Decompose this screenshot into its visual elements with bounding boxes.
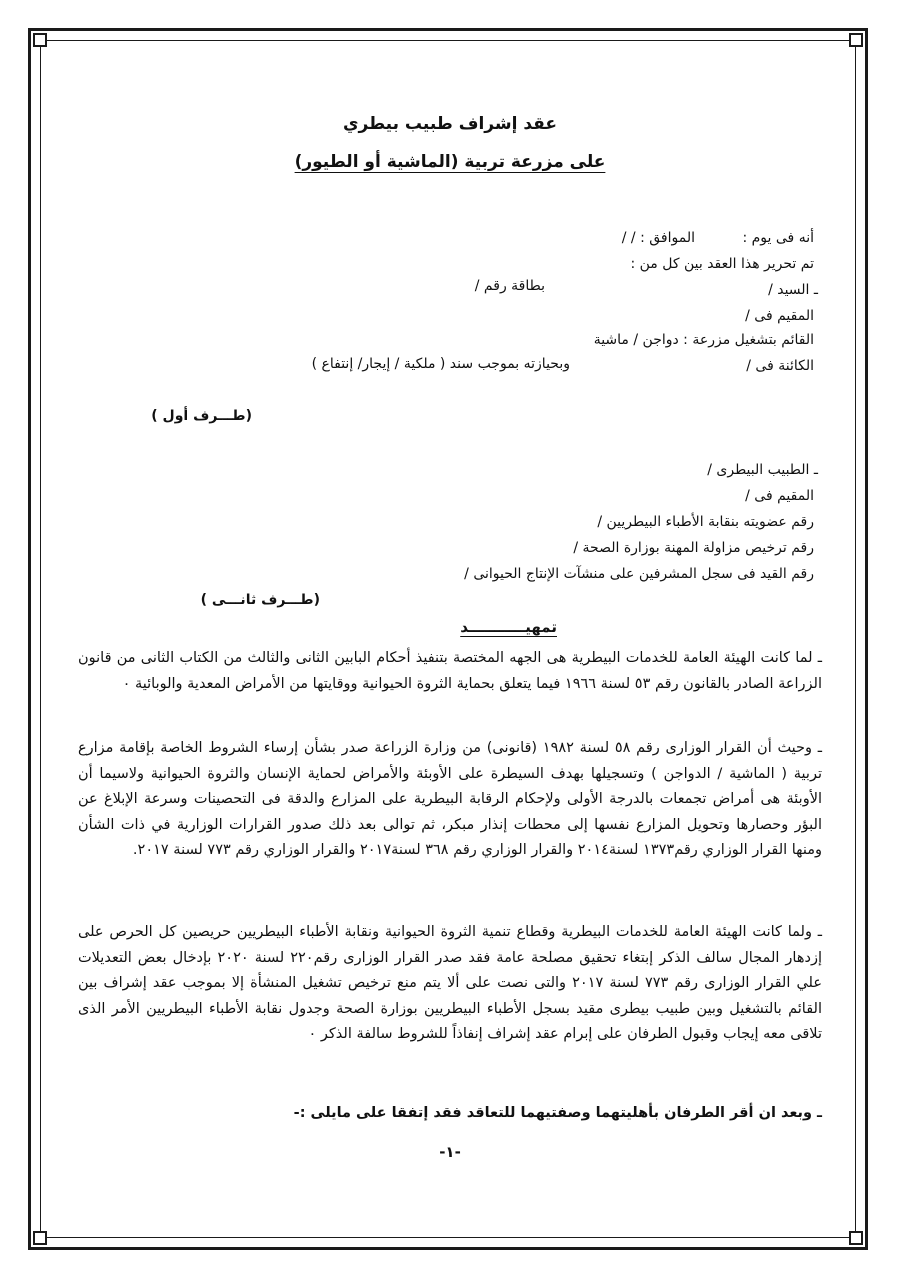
document-subtitle-text: على مزرعة تربية (الماشية أو الطيور) — [294, 152, 606, 172]
preamble-paragraph-3: ـ ولما كانت الهيئة العامة للخدمات البيطرية وقطاع تنمية الثروة الحيوانية ونقابة الأطباء البيطريين حريصين كل الحرص على إزدهار المجال سالف الذكر إبتغاء تحقيق مصلحة عامة فقد صدر القرار الوزارى رقم٢٢٠ لسنة ٢٠٢٠ بإدخال بعض التعديلات علي القرار الوزارى رقم ٧٧٣ لسنة ٢٠١٧ والتى نصت على ألا يتم منع ترخيص تشغيل المنشأة إلا بموجب عقد إشراف بين القائم بالتشغيل وبين طبيب بيطرى مقيد بسجل الأطباء البيطريين بوزارة الصحة وجدول نقابة الأطباء البيطريين الأمر الذى تلاقى معه إيجاب وقبول الطرفان على إبرام عقد إشراف إنفاذاً للشروط سالفة الذكر ٠ — [78, 924, 822, 1042]
party2-license-label: رقم ترخيص مزاولة المهنة بوزارة الصحة / — [573, 540, 814, 556]
party2-register-label: رقم القيد فى سجل المشرفين على منشآت الإنتاج الحيوانى / — [464, 566, 814, 582]
border-corner-ornament — [33, 33, 47, 47]
date-label: الموافق : / / — [621, 230, 695, 246]
preamble-paragraph-1: ـ لما كانت الهيئة العامة للخدمات البيطرية هى الجهه المختصة بتنفيذ أحكام البابين الثانى والثالث من الكتاب الثانى من قانون الزراعة الصادر بالقانون رقم ٥٣ لسنة ١٩٦٦ فيما يتعلق بحماية الثروة الحيوانية ووقايتها من الأمراض المعدية والوبائية ٠ — [78, 650, 822, 692]
border-corner-ornament — [849, 1231, 863, 1245]
party2-syndicate-label: رقم عضويته بنقابة الأطباء البيطريين / — [597, 514, 814, 530]
party2-tag: (طـــرف ثانـــى ) — [200, 592, 320, 608]
page-number: -١- — [439, 1143, 461, 1161]
day-label: أنه فى يوم : — [742, 230, 814, 246]
party2-resident-label: المقيم فى / — [745, 488, 814, 504]
party2-vet-label: ـ الطبيب البيطرى / — [707, 462, 818, 478]
contract-page — [60, 60, 840, 1230]
document-subtitle — [60, 152, 840, 172]
preamble-heading: تمهيـــــــــــد — [460, 618, 557, 636]
contract-intro: تم تحرير هذا العقد بين كل من : — [630, 256, 814, 272]
preamble-paragraph-2: ـ وحيث أن القرار الوزارى رقم ٥٨ لسنة ١٩٨٢ (قانونى) من وزارة الزراعة صدر بشأن إرساء الشروط الخاصة بإقامة مزارع تربية ( الماشية / الدواجن ) وتسجيلها بهدف السيطرة على الأوبئة والأمراض لحماية الإنسان والثروة الحيوانية ولاسيما أن الأوبئة هى أمراض تجمعات بالدرجة الأولى ولإحكام الرقابة البيطرية على المزارع والدقة فى التحصينات وسرعة الإبلاغ عن البؤر وحصارها وتحويل المزارع نفسها إلى محطات إنذار مبكر، ثم توالى بعد ذلك صدور القرارات الوزارية في ذات الشأن ومنها القرار الوزاري رقم١٣٧٣ لسنة٢٠١٤ والقرار الوزاري رقم ٣٦٨ لسنة٢٠١٧ والقرار الوزاري رقم ٧٧٣ لسنة ٢٠١٧. — [78, 740, 822, 858]
party1-name-label: ـ السيد / — [768, 282, 818, 298]
border-corner-ornament — [33, 1231, 47, 1245]
party1-located-label: الكائنة فى / — [746, 358, 814, 374]
party1-tag: (طـــرف أول ) — [151, 408, 252, 424]
party1-resident-label: المقيم فى / — [745, 308, 814, 324]
party1-card-label: بطاقة رقم / — [474, 278, 545, 294]
party1-deed-label: وبحيازته بموجب سند ( ملكية / إيجار/ إنتفاع ) — [311, 356, 570, 372]
document-title: عقد إشراف طبيب بيطري — [342, 114, 558, 134]
party1-operator-label: القائم بتشغيل مزرعة : دواجن / ماشية — [593, 332, 814, 348]
agreement-statement: ـ وبعد ان أقر الطرفان بأهليتهما وصفتيهما للتعاقد فقد إتفقا على مايلى :- — [293, 1105, 822, 1121]
border-corner-ornament — [849, 33, 863, 47]
